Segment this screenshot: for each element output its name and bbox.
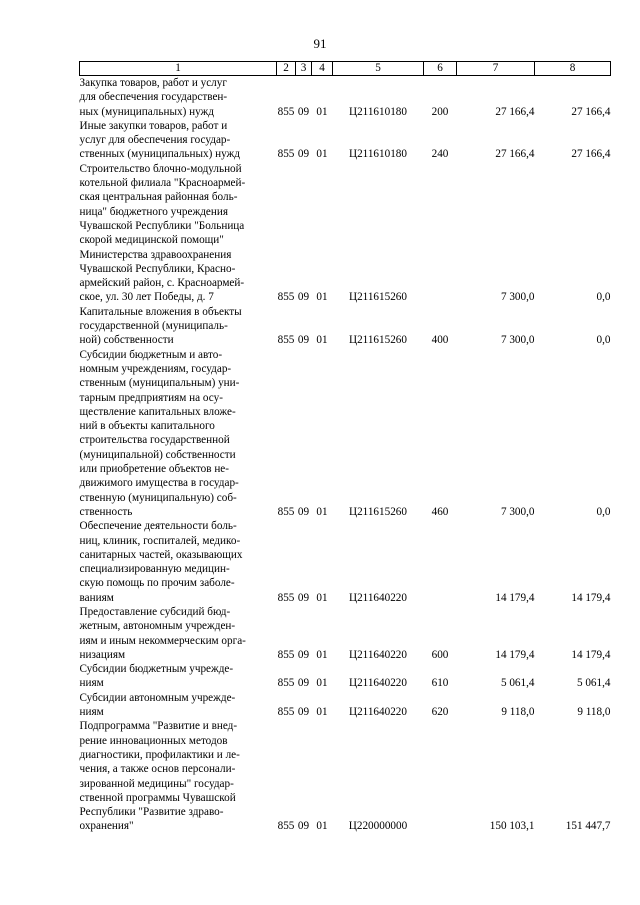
description-line: ний в объекты капитального bbox=[79, 420, 215, 433]
ministry-code: 855 bbox=[277, 105, 295, 118]
subsection-code: 01 bbox=[316, 706, 328, 719]
description-line: ственной программы Чувашской bbox=[79, 791, 236, 804]
section-code: 09 bbox=[297, 505, 310, 518]
ministry-code: 855 bbox=[277, 648, 295, 661]
row-description bbox=[80, 691, 277, 720]
description-line: Республики "Развитие здраво- bbox=[79, 806, 224, 819]
expense-type-code: 200 bbox=[431, 105, 449, 118]
expense-type-code: 620 bbox=[431, 706, 449, 719]
description-line: номным учреждениям, государ- bbox=[79, 362, 232, 375]
description-line: жетным, автономным учрежден- bbox=[79, 620, 236, 633]
column-header: 4 bbox=[312, 62, 333, 76]
table-row bbox=[80, 662, 611, 691]
ministry-code: 855 bbox=[277, 677, 295, 690]
table-row bbox=[80, 691, 611, 720]
amount-year-2: 27 166,4 bbox=[571, 105, 611, 118]
column-header: 6 bbox=[424, 62, 457, 76]
description-line: рение инновационных методов bbox=[79, 734, 228, 747]
description-line: Чувашской Республики, Красно- bbox=[79, 262, 236, 275]
description-line: Субсидии бюджетным и авто- bbox=[79, 348, 223, 361]
section-code: 09 bbox=[297, 648, 310, 661]
table-header-row bbox=[80, 62, 611, 76]
amount-year-1: 14 179,4 bbox=[495, 648, 535, 661]
description-line: строительства государственной bbox=[79, 434, 230, 447]
section-code: 09 bbox=[297, 677, 310, 690]
subsection-code: 01 bbox=[316, 820, 328, 833]
amount-year-1: 7 300,0 bbox=[500, 334, 535, 347]
table-row bbox=[80, 348, 611, 520]
description-line: армейский район, с. Красноармей- bbox=[79, 277, 245, 290]
target-article-code: Ц211640220 bbox=[348, 677, 407, 690]
section-code: 09 bbox=[297, 105, 310, 118]
section-code: 09 bbox=[297, 334, 310, 347]
table-row bbox=[80, 719, 611, 833]
description-line: охранения" bbox=[79, 820, 134, 833]
target-article-code: Ц211640220 bbox=[348, 591, 407, 604]
description-line: ниям bbox=[79, 677, 104, 690]
description-line: скорой медицинской помощи" bbox=[79, 234, 224, 247]
row-description bbox=[80, 305, 277, 348]
description-line: Капитальные вложения в объекты bbox=[79, 305, 242, 318]
target-article-code: Ц211615260 bbox=[348, 334, 407, 347]
amount-year-2: 5 061,4 bbox=[576, 677, 611, 690]
target-article-code: Ц211640220 bbox=[348, 706, 407, 719]
ministry-code: 855 bbox=[277, 148, 295, 161]
column-header: 5 bbox=[333, 62, 424, 76]
column-header: 7 bbox=[457, 62, 535, 76]
ministry-code: 855 bbox=[277, 820, 295, 833]
description-line: низациям bbox=[79, 648, 126, 661]
expense-type-code bbox=[424, 519, 457, 605]
description-line: Обеспечение деятельности боль- bbox=[79, 520, 237, 533]
description-line: скую помощь по прочим заболе- bbox=[79, 577, 235, 590]
amount-year-1: 7 300,0 bbox=[500, 505, 535, 518]
subsection-code: 01 bbox=[316, 505, 328, 518]
target-article-code: Ц211610180 bbox=[348, 105, 407, 118]
table-row bbox=[80, 76, 611, 119]
amount-year-2: 0,0 bbox=[596, 505, 611, 518]
expense-type-code: 460 bbox=[431, 505, 449, 518]
description-line: ственных (муниципальных) нужд bbox=[79, 148, 240, 161]
expense-type-code: 400 bbox=[431, 334, 449, 347]
table-row bbox=[80, 162, 611, 305]
column-header: 8 bbox=[535, 62, 611, 76]
expense-type-code bbox=[424, 719, 457, 833]
description-line: ская центральная районная боль- bbox=[79, 191, 238, 204]
ministry-code: 855 bbox=[277, 505, 295, 518]
row-description bbox=[80, 719, 277, 833]
amount-year-2: 0,0 bbox=[596, 291, 611, 304]
section-code: 09 bbox=[297, 820, 310, 833]
expense-type-code: 600 bbox=[431, 648, 449, 661]
description-line: специализированную медицин- bbox=[79, 563, 230, 576]
description-line: чения, а также основ персонали- bbox=[79, 763, 236, 776]
amount-year-2: 9 118,0 bbox=[577, 706, 611, 719]
description-line: (муниципальной) собственности bbox=[79, 448, 236, 461]
row-description bbox=[80, 162, 277, 305]
description-line: ское, ул. 30 лет Победы, д. 7 bbox=[79, 291, 214, 304]
expense-type-code: 610 bbox=[431, 677, 449, 690]
row-description bbox=[80, 348, 277, 520]
section-code: 09 bbox=[297, 591, 310, 604]
section-code: 09 bbox=[297, 706, 310, 719]
table-row bbox=[80, 519, 611, 605]
amount-year-2: 0,0 bbox=[596, 334, 611, 347]
subsection-code: 01 bbox=[316, 105, 328, 118]
target-article-code: Ц211615260 bbox=[348, 291, 407, 304]
amount-year-1: 5 061,4 bbox=[500, 677, 535, 690]
row-description bbox=[80, 119, 277, 162]
subsection-code: 01 bbox=[316, 334, 328, 347]
row-description bbox=[80, 76, 277, 119]
description-line: диагностики, профилактики и ле- bbox=[79, 748, 240, 761]
description-line: Предоставление субсидий бюд- bbox=[79, 605, 231, 618]
description-line: услуг для обеспечения государ- bbox=[79, 134, 231, 147]
target-article-code: Ц211610180 bbox=[348, 148, 407, 161]
description-line: котельной филиала "Красноармей- bbox=[79, 177, 246, 190]
description-line: ниям bbox=[79, 706, 104, 719]
table-row bbox=[80, 605, 611, 662]
description-line: ственность bbox=[79, 505, 133, 518]
ministry-code: 855 bbox=[277, 706, 295, 719]
amount-year-2: 151 447,7 bbox=[565, 820, 611, 833]
amount-year-1: 14 179,4 bbox=[495, 591, 535, 604]
budget-table bbox=[79, 61, 611, 834]
description-line: иям и иным некоммерческим орга- bbox=[79, 634, 246, 647]
description-line: Министерства здравоохранения bbox=[79, 248, 232, 261]
amount-year-2: 27 166,4 bbox=[571, 148, 611, 161]
description-line: движимого имущества в государ- bbox=[79, 477, 239, 490]
column-header: 3 bbox=[296, 62, 312, 76]
section-code: 09 bbox=[297, 148, 310, 161]
description-line: Закупка товаров, работ и услуг bbox=[79, 77, 227, 89]
subsection-code: 01 bbox=[316, 148, 328, 161]
description-line: ваниям bbox=[79, 591, 114, 604]
expense-type-code: 240 bbox=[431, 148, 449, 161]
amount-year-1: 27 166,4 bbox=[495, 105, 535, 118]
description-line: или приобретение объектов не- bbox=[79, 463, 229, 476]
description-line: ных (муниципальных) нужд bbox=[79, 105, 214, 118]
description-line: ниц, клиник, госпиталей, медико- bbox=[79, 534, 241, 547]
description-line: зированной медицины" государ- bbox=[79, 777, 234, 790]
table-row bbox=[80, 305, 611, 348]
ministry-code: 855 bbox=[277, 591, 295, 604]
description-line: ница" бюджетного учреждения bbox=[79, 205, 228, 218]
description-line: Субсидии автономным учрежде- bbox=[79, 691, 236, 704]
column-header: 2 bbox=[277, 62, 296, 76]
description-line: Иные закупки товаров, работ и bbox=[79, 119, 228, 132]
description-line: Чувашской Республики "Больница bbox=[79, 219, 245, 232]
description-line: ственную (муниципальную) соб- bbox=[79, 491, 237, 504]
description-line: ществление капитальных вложе- bbox=[79, 405, 236, 418]
target-article-code: Ц220000000 bbox=[348, 820, 408, 833]
section-code: 09 bbox=[297, 291, 310, 304]
amount-year-1: 9 118,0 bbox=[501, 706, 535, 719]
ministry-code: 855 bbox=[277, 291, 295, 304]
amount-year-1: 27 166,4 bbox=[495, 148, 535, 161]
ministry-code: 855 bbox=[277, 334, 295, 347]
subsection-code: 01 bbox=[316, 591, 328, 604]
target-article-code: Ц211640220 bbox=[348, 648, 407, 661]
row-description bbox=[80, 662, 277, 691]
amount-year-1: 150 103,1 bbox=[489, 820, 535, 833]
description-line: тарным предприятиям на осу- bbox=[79, 391, 223, 404]
row-description bbox=[80, 605, 277, 662]
expense-type-code bbox=[424, 162, 457, 305]
column-header: 1 bbox=[80, 62, 277, 76]
table-body bbox=[80, 76, 611, 834]
subsection-code: 01 bbox=[316, 291, 328, 304]
amount-year-2: 14 179,4 bbox=[571, 591, 611, 604]
description-line: Строительство блочно-модульной bbox=[79, 162, 242, 175]
description-line: государственной (муниципаль- bbox=[79, 320, 228, 333]
amount-year-2: 14 179,4 bbox=[571, 648, 611, 661]
subsection-code: 01 bbox=[316, 648, 328, 661]
page-number: 91 bbox=[313, 36, 327, 51]
description-line: Подпрограмма "Развитие и внед- bbox=[79, 720, 238, 733]
row-description bbox=[80, 519, 277, 605]
description-line: для обеспечения государствен- bbox=[79, 91, 228, 104]
description-line: Субсидии бюджетным учрежде- bbox=[79, 663, 234, 676]
description-line: ной) собственности bbox=[79, 334, 174, 347]
target-article-code: Ц211615260 bbox=[348, 505, 407, 518]
amount-year-1: 7 300,0 bbox=[500, 291, 535, 304]
description-line: санитарных частей, оказывающих bbox=[79, 548, 243, 561]
description-line: ственным (муниципальным) уни- bbox=[79, 377, 240, 390]
subsection-code: 01 bbox=[316, 677, 328, 690]
table-row bbox=[80, 119, 611, 162]
